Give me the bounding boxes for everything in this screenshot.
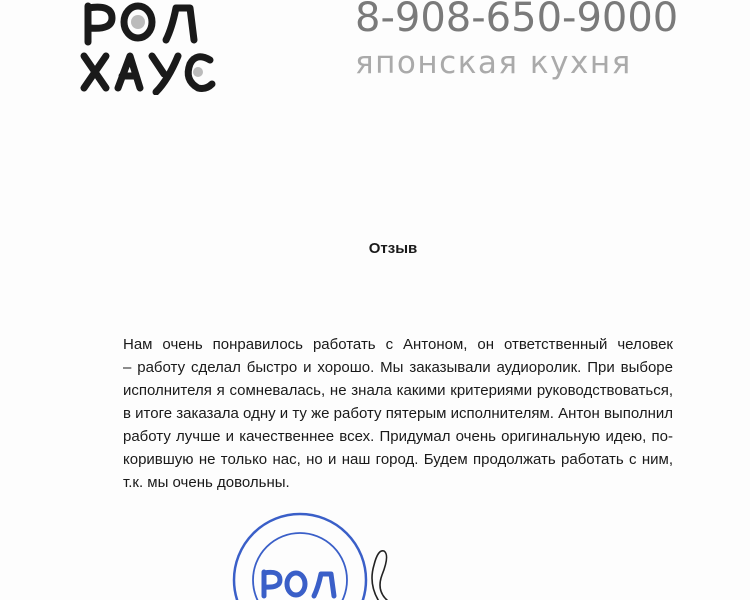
phone-number: 8-908-650-9000 [355,0,679,41]
subtitle-japanese-cuisine: японская кухня [355,45,632,81]
signature [360,545,400,600]
review-line: – работу сделал быстро и хорошо. Мы заказывали аудиоролик. При выборе [123,359,673,376]
document-title: Отзыв [368,240,418,257]
review-line: корившую не только нас, но и наш город. Будем продолжать работать с ним, [123,451,673,468]
company-stamp [230,510,370,600]
review-line: работу лучше и качественнее всех. Придумал очень оригинальную идею, по- [123,428,673,445]
review-line: Нам очень понравилось работать с Антоном, он ответственный человек [123,336,673,353]
roll-house-logo [78,0,218,95]
review-line: исполнителя я сомневалась, не знала какими критериями руководствоваться, [123,382,673,399]
review-text [123,333,673,494]
review-line: т.к. мы очень довольны. [123,474,290,491]
review-line: в итоге заказала одну и ту же работу пятерым исполнителям. Антон выполнил [123,405,673,422]
